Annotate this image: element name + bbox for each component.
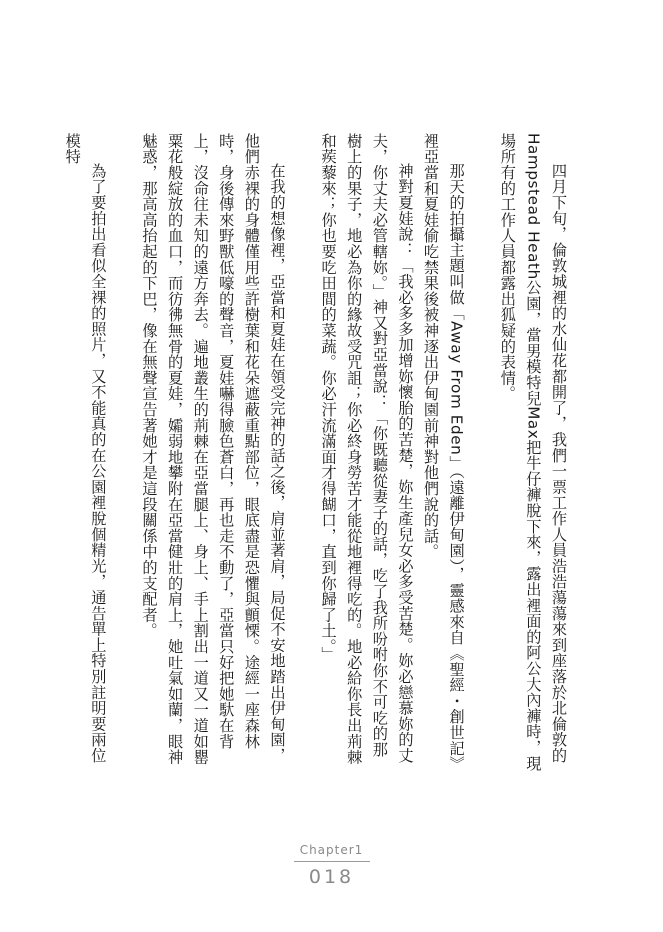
paragraph-imagination: 在我的想像裡，亞當和夏娃在領受完神的話之後，肩並著肩，局促不安地踏出伊甸園，他們赤裸的身體僅用些許樹葉和花朵遮蔽重點部位，眼底盡是恐懼與顫慄。途經一座森林時，身後傳來野獸低嚎的聲音，夏娃嚇得臉色蒼白，再也走不動了，亞當只好把她馱在背上，沒命往未知的遠方奔去。遍地叢生的荊棘在亞當腿上、身上、手上割出一道又一道如罌粟花般綻放的血口，而彷彿無骨的夏娃，孀弱地攀附在亞當健壯的肩上，她吐氣如蘭，眼神魅惑，那高高抬起的下巴，像在無聲宣告著她才是這段關係中的支配者。 (140, 133, 287, 765)
vertical-text-block (59, 133, 571, 773)
paragraph-scripture: 神對夏娃說：「我必多多加增妳懷胎的苦楚，妳生產兒女必多受苦楚。妳必戀慕妳的丈夫，你丈夫必管轄妳。」神又對亞當說：「你既聽從妻子的話，吃了我所吩咐你不可吃的那樹上的果子，地必為你的緣故受咒詛；你必終身勞苦才能從地裡得吃的。地必給你長出荊棘和蒺藜來；你也要吃田間的菜蔬。你必汗流滿面才得餬口，直到你歸了土。」 (319, 133, 415, 765)
page-number: 018 (294, 861, 370, 888)
paragraph-spacer (289, 133, 315, 773)
paragraph-spacer (110, 133, 136, 773)
paragraph-theme: 那天的拍攝主題叫做「Away From Eden」（遠離伊甸園），靈感來自《聖經・創世記》裡亞當和夏娃偷吃禁果後被神逐出伊甸園前神對他們說的話。 (422, 133, 466, 773)
page-footer (0, 843, 663, 888)
paragraph-intro: 四月下旬，倫敦城裡的水仙花都開了，我們一票工作人員浩浩蕩蕩來到座落於北倫敦的Hampstead Heath公園，當男模特兒Max把牛仔褲脫下來，露出裡面的阿公大內褲時，現場所有的工作人員都露出狐疑的表情。 (498, 133, 568, 772)
paragraph-continued: 為了要拍出看似全裸的照片，又不能真的在公園裡脫個精光，通告單上特別註明要兩位模特 (63, 133, 108, 764)
paragraph-spacer (469, 133, 495, 773)
chapter-label: Chapter1 (299, 843, 364, 857)
